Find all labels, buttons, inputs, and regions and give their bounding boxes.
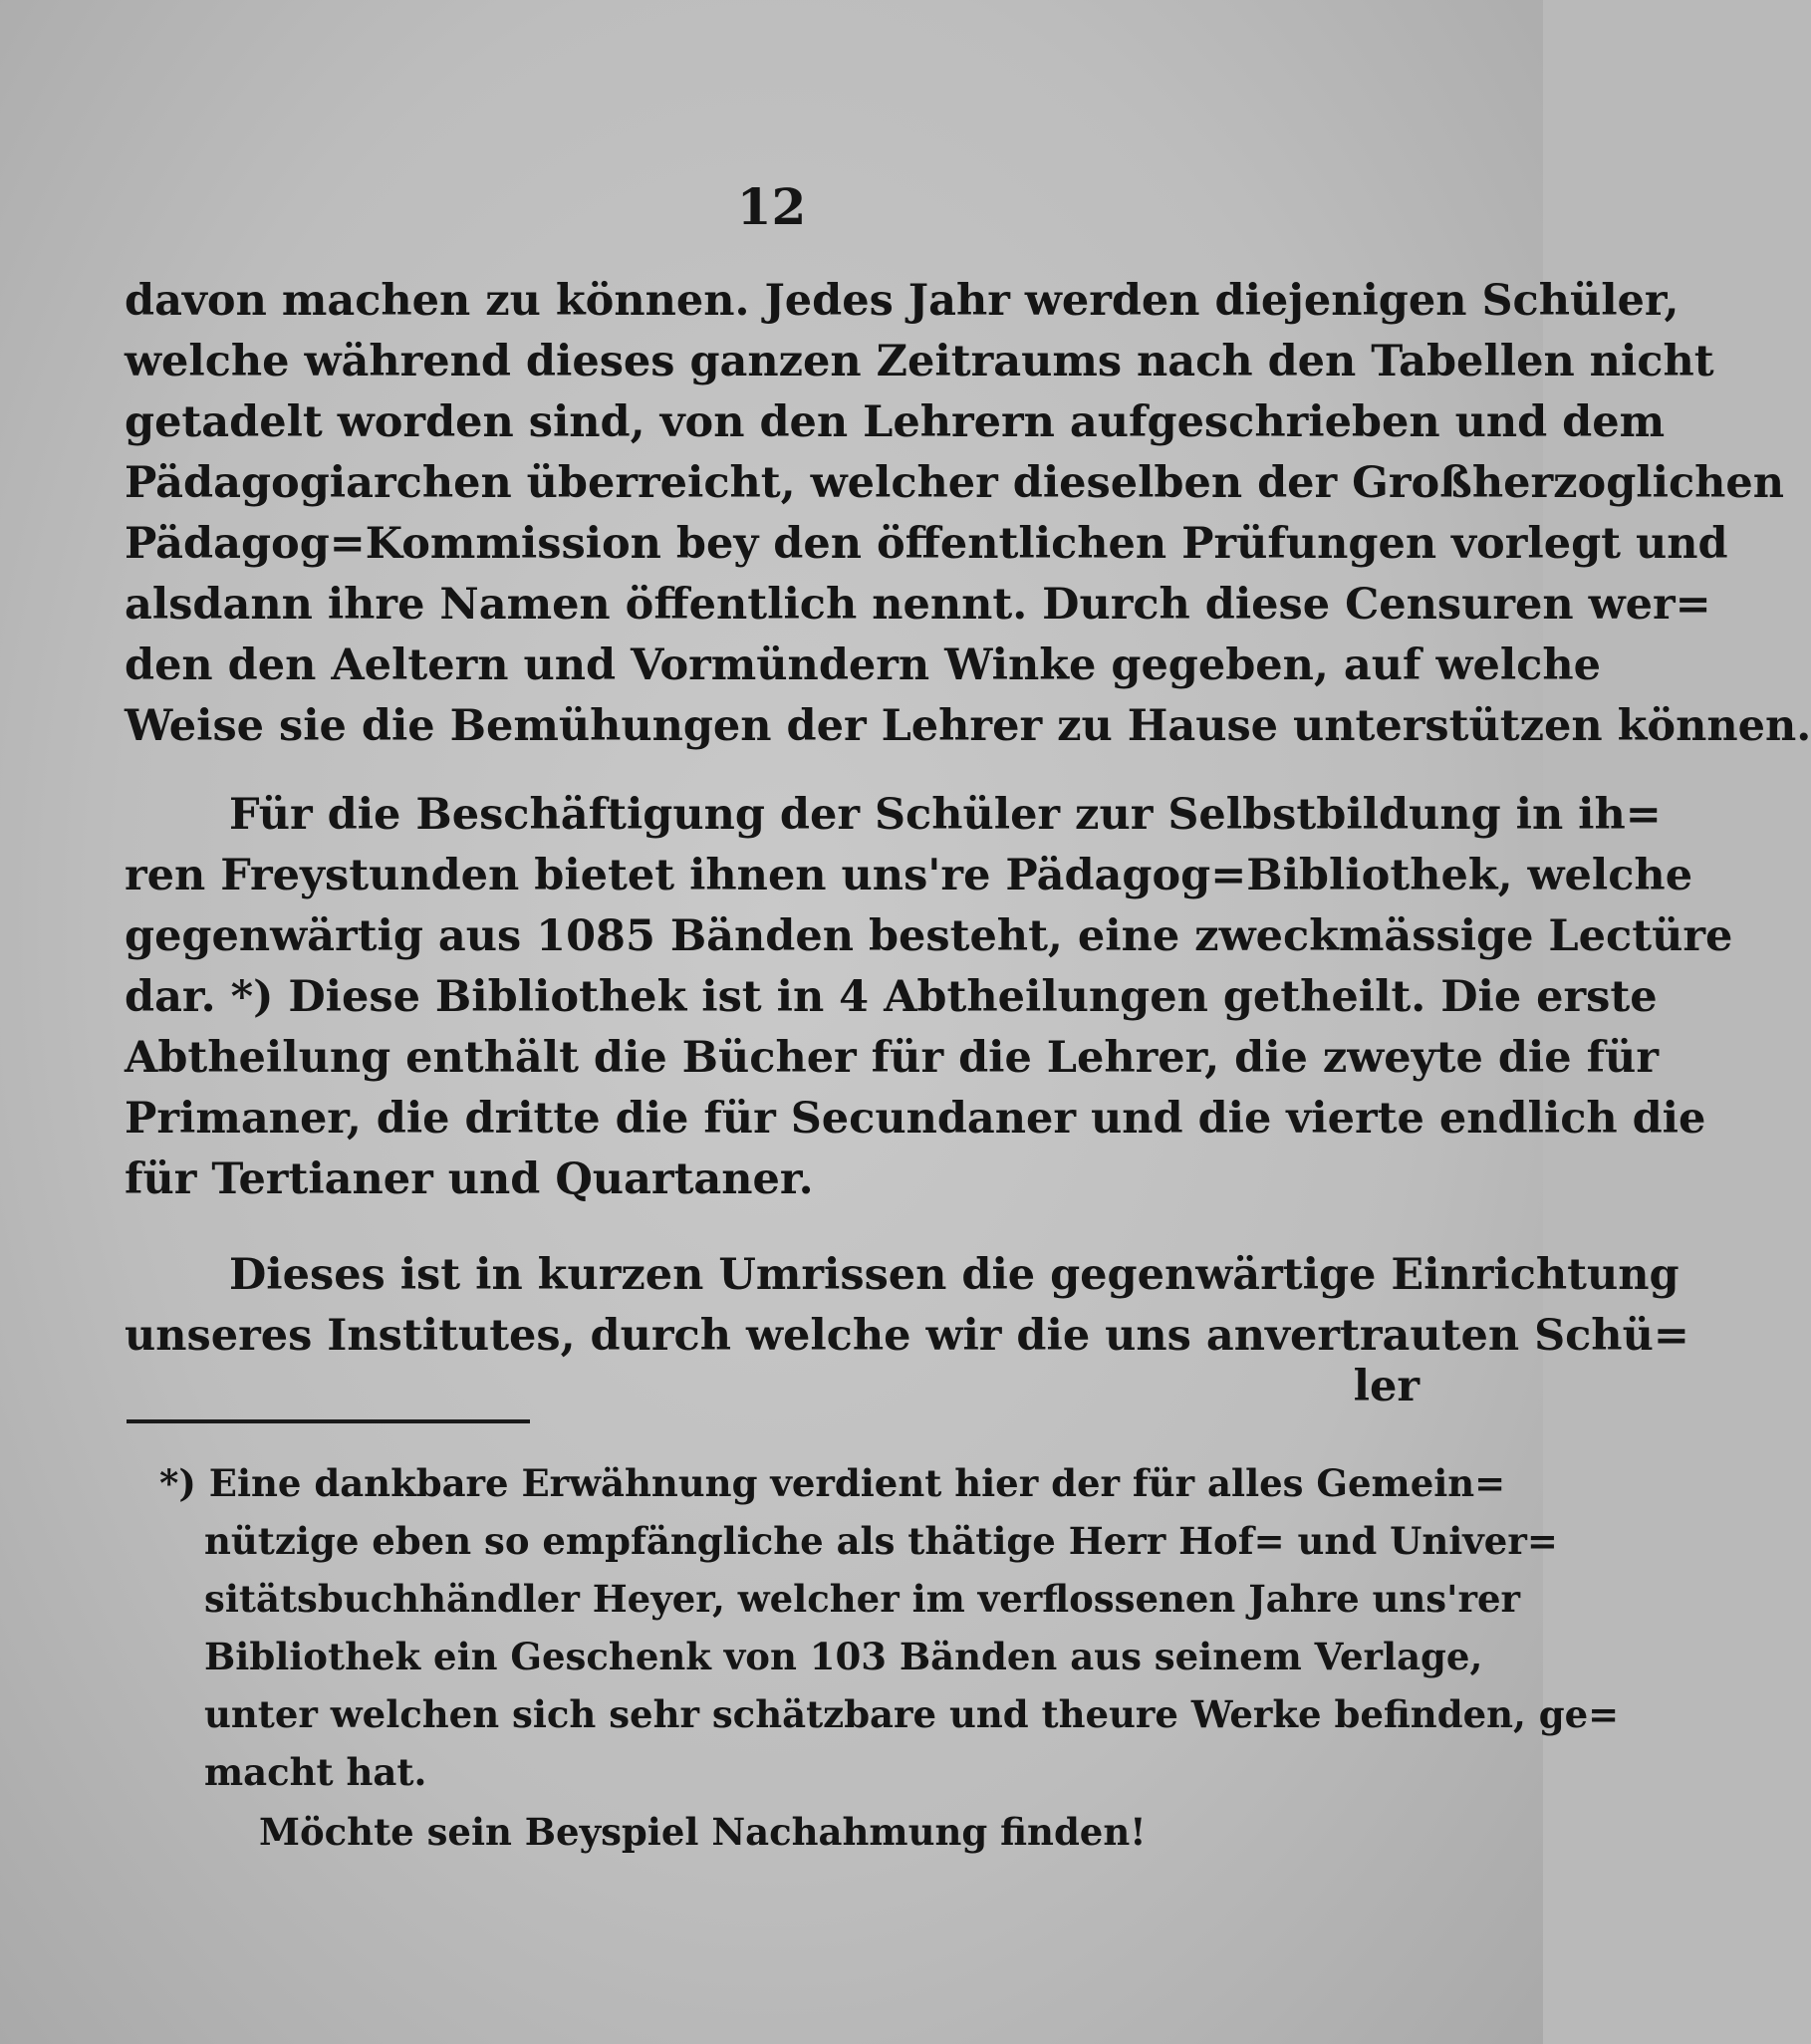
- footnote-line: Bibliothek ein Geschenk von 103 Bänden aus seinem Verlage,: [204, 1635, 1483, 1678]
- body-line: gegenwärtig aus 1085 Bänden besteht, eine zweckmässige Lectüre: [125, 911, 1733, 961]
- body-line: getadelt worden sind, von den Lehrern aufgeschrieben und dem: [125, 397, 1666, 447]
- body-line: Weise sie die Bemühungen der Lehrer zu Hause unterstützen können.: [125, 701, 1811, 751]
- page-number: 12: [736, 177, 807, 236]
- body-line: dar. *) Diese Bibliothek ist in 4 Abtheilungen getheilt. Die erste: [125, 972, 1658, 1022]
- body-line: welche während dieses ganzen Zeitraums nach den Tabellen nicht: [125, 337, 1714, 386]
- body-line: Pädagog=Kommission bey den öffentlichen Prüfungen vorlegt und: [125, 519, 1728, 569]
- footnote-line: sitätsbuchhändler Heyer, welcher im verflossenen Jahre uns'rer: [204, 1577, 1520, 1621]
- body-line: ren Freystunden bietet ihnen uns're Pädagog=Bibliothek, welche: [125, 851, 1693, 900]
- catchword: ler: [1353, 1362, 1420, 1411]
- body-line: den den Aeltern und Vormündern Winke gegeben, auf welche: [125, 640, 1601, 690]
- footnote-line: nützige eben so empfängliche als thätige Herr Hof= und Univer=: [204, 1519, 1558, 1563]
- body-line: Pädagogiarchen überreicht, welcher dieselben der Großherzoglichen: [125, 458, 1785, 508]
- footnote-line: *) Eine dankbare Erwähnung verdient hier der für alles Gemein=: [159, 1461, 1506, 1505]
- footnote-rule: [127, 1419, 530, 1423]
- body-line: alsdann ihre Namen öffentlich nennt. Durch diese Censuren wer=: [125, 580, 1711, 630]
- footnote-line: macht hat.: [204, 1750, 427, 1794]
- body-line: Abtheilung enthält die Bücher für die Lehrer, die zweyte die für: [125, 1033, 1659, 1083]
- body-line: unseres Institutes, durch welche wir die uns anvertrauten Schü=: [125, 1311, 1689, 1361]
- body-line: Primaner, die dritte die für Secundaner und die vierte endlich die: [125, 1094, 1706, 1144]
- footnote-line: Möchte sein Beyspiel Nachahmung finden!: [259, 1810, 1147, 1854]
- body-line: Für die Beschäftigung der Schüler zur Selbstbildung in ih=: [229, 790, 1662, 840]
- body-line: für Tertianer und Quartaner.: [125, 1154, 814, 1204]
- body-line: Dieses ist in kurzen Umrissen die gegenwärtige Einrichtung: [229, 1250, 1680, 1300]
- footnote-line: unter welchen sich sehr schätzbare und theure Werke befinden, ge=: [204, 1692, 1620, 1736]
- body-line: davon machen zu können. Jedes Jahr werden diejenigen Schüler,: [125, 276, 1680, 326]
